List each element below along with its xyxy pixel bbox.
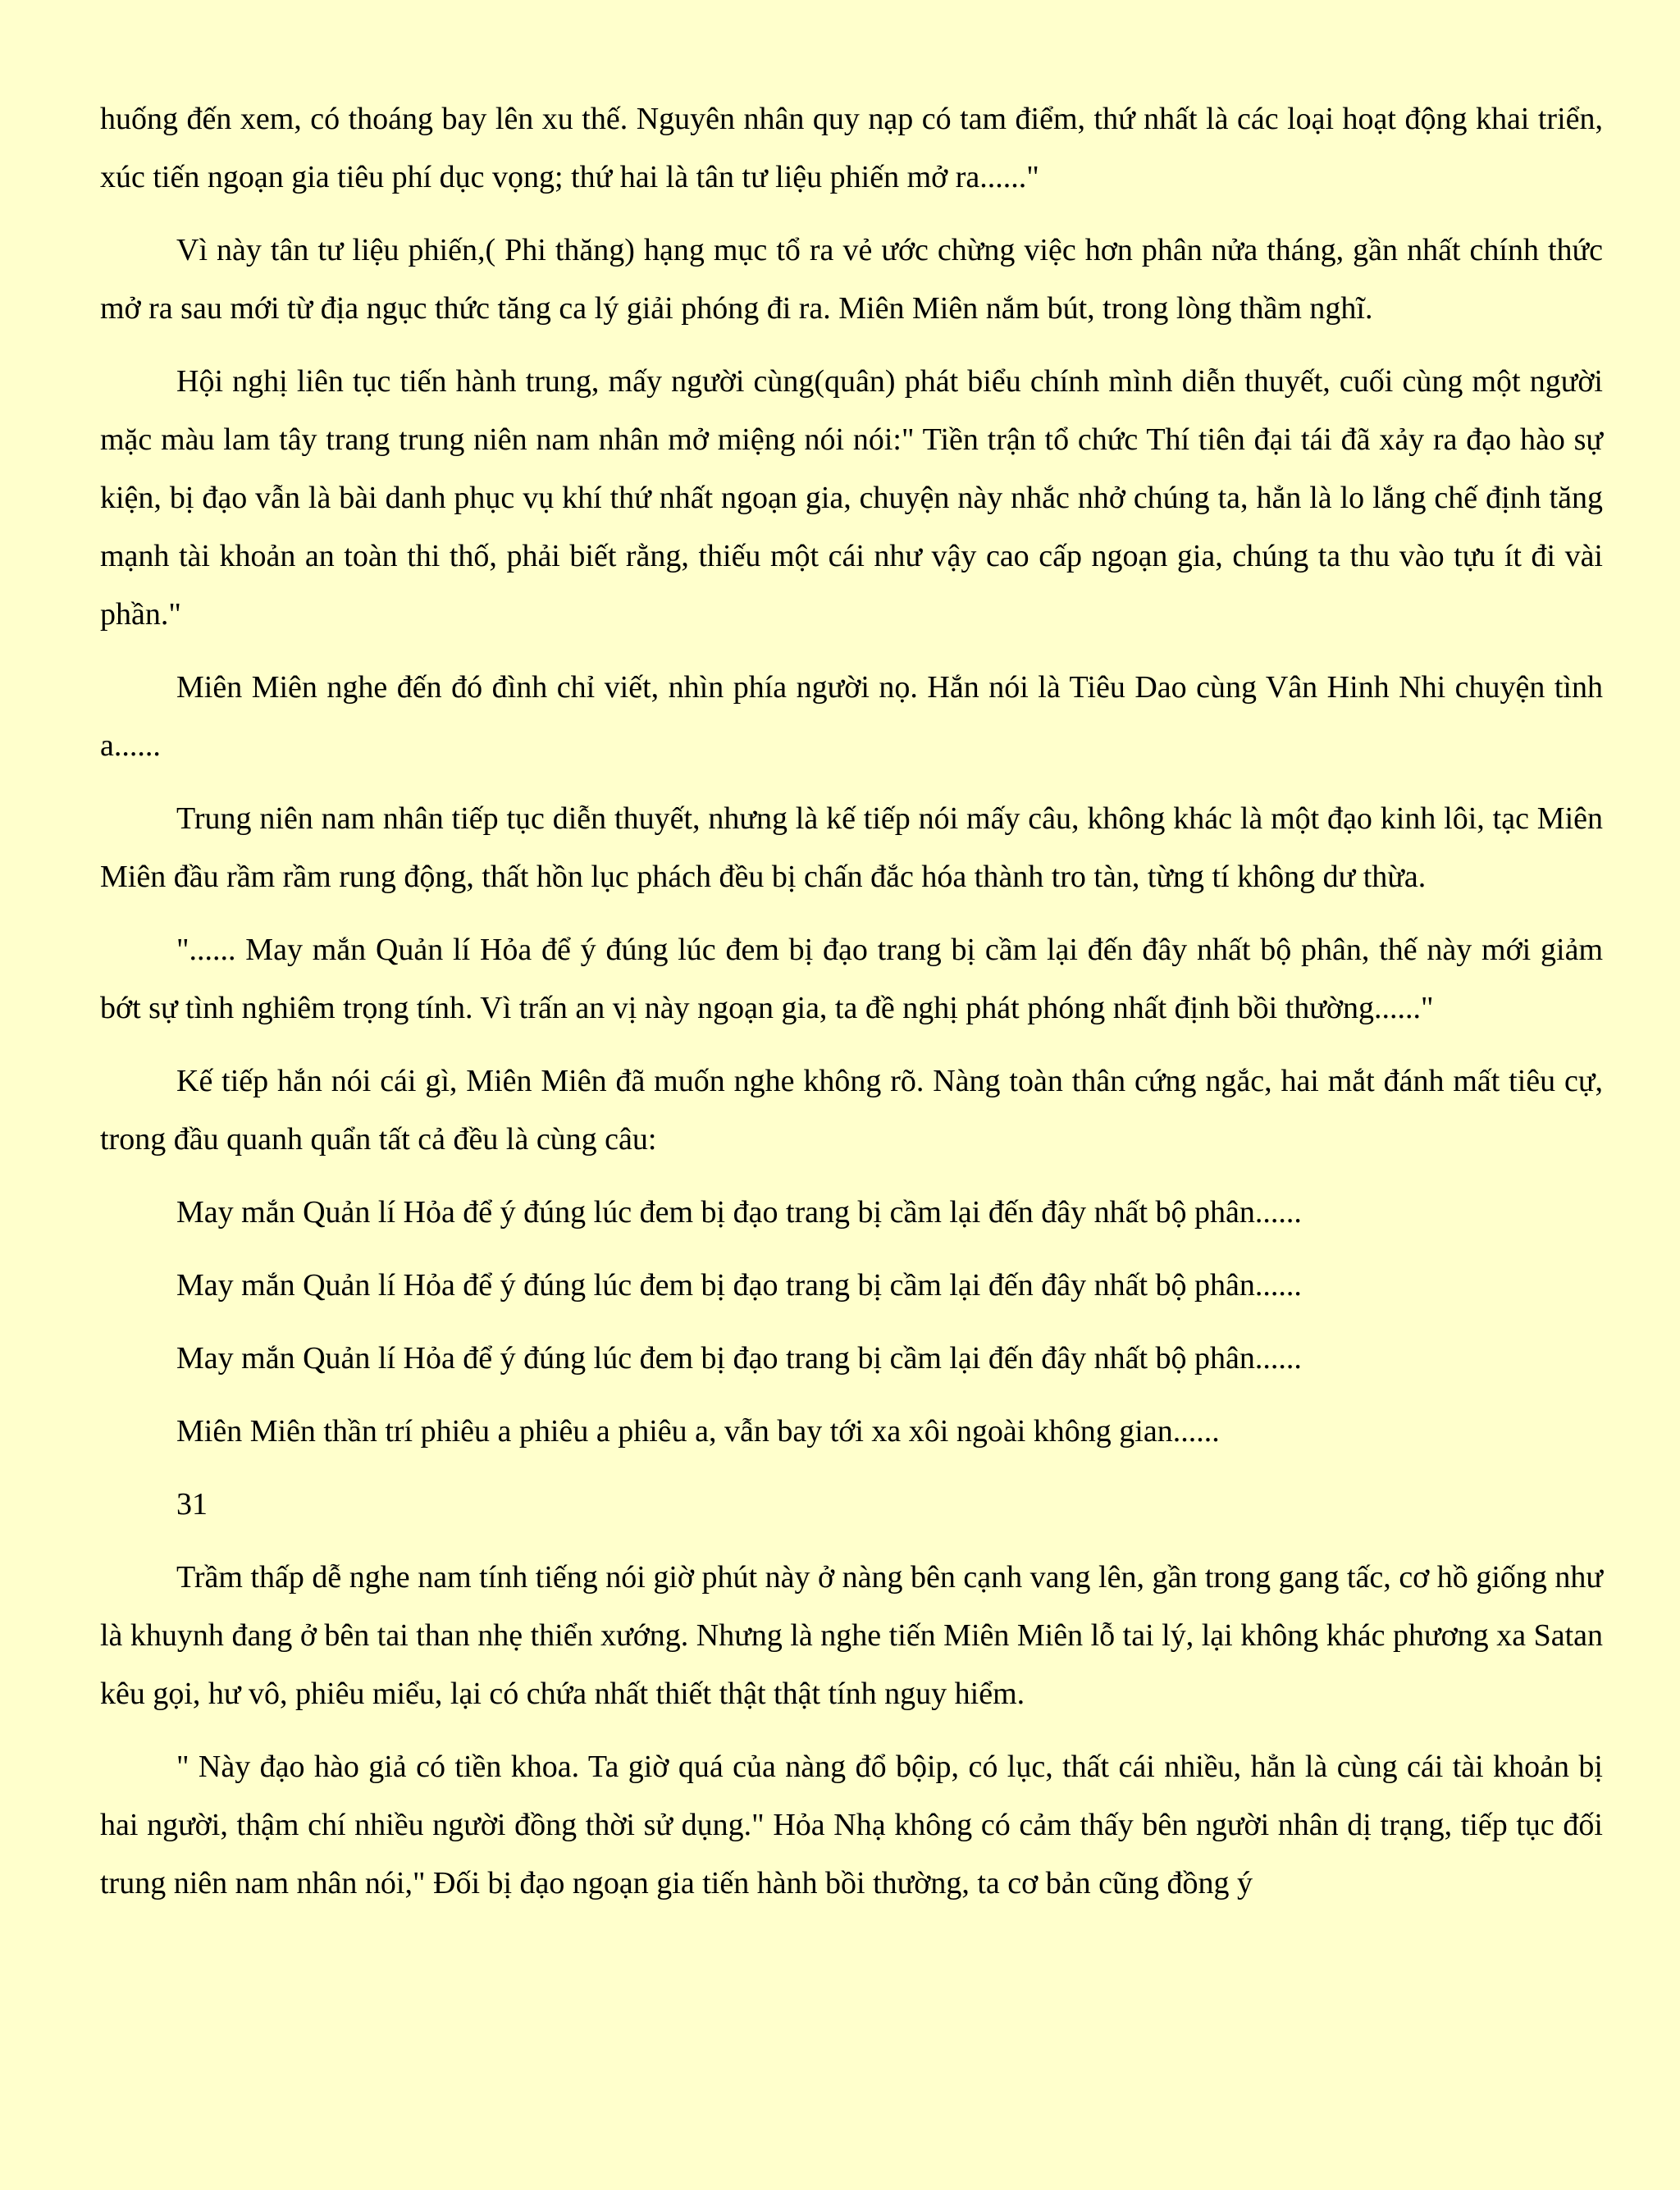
paragraph: Trung niên nam nhân tiếp tục diễn thuyết, nhưng là kế tiếp nói mấy câu, không khác là một đạo kinh lôi, tạc Miên Miên đầu rầm rầm rung động, thất hồn lục phách đều bị chấn đắc hóa thành tro tàn, từng tí không dư thừa.	[100, 801, 1603, 894]
chapter-number: 31	[176, 1487, 208, 1522]
paragraph: Trầm thấp dễ nghe nam tính tiếng nói giờ phút này ở nàng bên cạnh vang lên, gần trong gang tấc, cơ hồ giống như là khuynh đang ở bên tai than nhẹ thiển xướng. Nhưng là nghe tiến Miên Miên lỗ tai lý, lại không khác phương xa Satan kêu gọi, hư vô, phiêu miểu, lại có chứa nhất thiết thật thật tính nguy hiểm.	[100, 1560, 1603, 1711]
paragraph: May mắn Quản lí Hỏa để ý đúng lúc đem bị đạo trang bị cầm lại đến đây nhất bộ phân......	[176, 1341, 1302, 1376]
text-body	[100, 90, 1603, 1928]
paragraph: Vì này tân tư liệu phiến,( Phi thăng) hạng mục tổ ra vẻ ước chừng việc hơn phân nửa tháng, gần nhất chính thức mở ra sau mới từ địa ngục thức tăng ca lý giải phóng đi ra. Miên Miên nắm bút, trong lòng thầm nghĩ.	[100, 233, 1603, 326]
paragraph: huống đến xem, có thoáng bay lên xu thế. Nguyên nhân quy nạp có tam điểm, thứ nhất là các loại hoạt động khai triển, xúc tiến ngoạn gia tiêu phí dục vọng; thứ hai là tân tư liệu phiến mở ra......"	[100, 102, 1603, 194]
paragraph: Miên Miên nghe đến đó đình chỉ viết, nhìn phía người nọ. Hắn nói là Tiêu Dao cùng Vân Hinh Nhi chuyện tình a......	[100, 670, 1603, 763]
paragraph: Miên Miên thần trí phiêu a phiêu a phiêu a, vẫn bay tới xa xôi ngoài không gian......	[176, 1414, 1220, 1449]
paragraph: Kế tiếp hắn nói cái gì, Miên Miên đã muốn nghe không rõ. Nàng toàn thân cứng ngắc, hai mắt đánh mất tiêu cự, trong đầu quanh quẩn tất cả đều là cùng câu:	[100, 1064, 1603, 1157]
paragraph: May mắn Quản lí Hỏa để ý đúng lúc đem bị đạo trang bị cầm lại đến đây nhất bộ phân......	[176, 1268, 1302, 1303]
paragraph: Hội nghị liên tục tiến hành trung, mấy người cùng(quân) phát biểu chính mình diễn thuyết, cuối cùng một người mặc màu lam tây trang trung niên nam nhân mở miệng nói nói:" Tiền trận tổ chức Thí tiên đại tái đã xảy ra đạo hào sự kiện, bị đạo vẫn là bài danh phục vụ khí thứ nhất ngoạn gia, chuyện này nhắc nhở chúng ta, hẳn là lo lắng chế định tăng mạnh tài khoản an toàn thi thố, phải biết rằng, thiếu một cái như vậy cao cấp ngoạn gia, chúng ta thu vào tựu ít đi vài phần."	[100, 364, 1603, 632]
paragraph: " Này đạo hào giả có tiền khoa. Ta giờ quá của nàng đổ bộip, có lục, thất cái nhiều, hẳn là cùng cái tài khoản bị hai người, thậm chí nhiều người đồng thời sử dụng." Hỏa Nhạ không có cảm thấy bên người nhân dị trạng, tiếp tục đối trung niên nam nhân nói," Đối bị đạo ngoạn gia tiến hành bồi thường, ta cơ bản cũng đồng ý	[100, 1750, 1603, 1900]
paragraph: May mắn Quản lí Hỏa để ý đúng lúc đem bị đạo trang bị cầm lại đến đây nhất bộ phân......	[176, 1195, 1302, 1230]
paragraph: "...... May mắn Quản lí Hỏa để ý đúng lúc đem bị đạo trang bị cầm lại đến đây nhất bộ phân, thế này mới giảm bớt sự tình nghiêm trọng tính. Vì trấn an vị này ngoạn gia, ta đề nghị phát phóng nhất định bồi thường......"	[100, 933, 1603, 1025]
